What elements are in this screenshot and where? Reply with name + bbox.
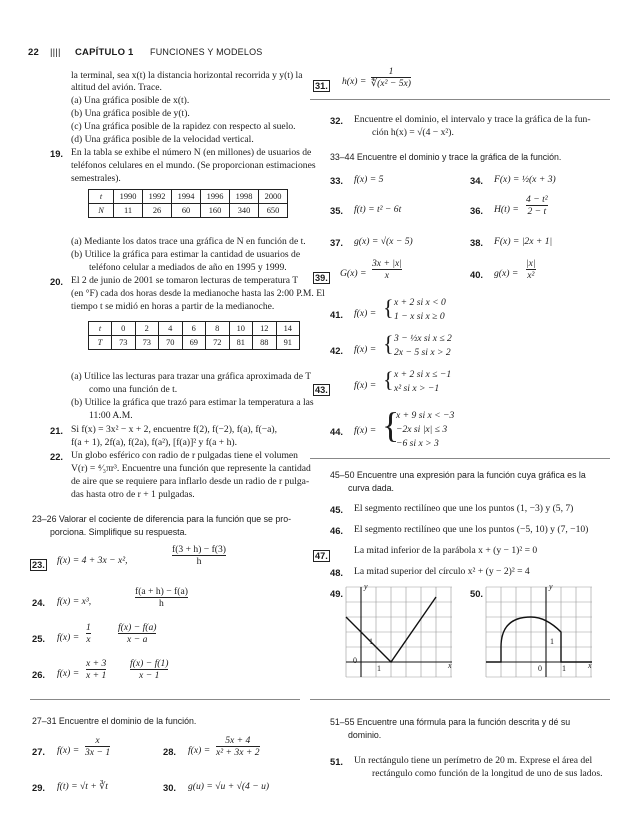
section-23-26-line-1: 23–26 Valorar el cociente de diferencia para la función que se pro-	[32, 514, 292, 524]
problem-22-text-2: V(r) = ⁴⁄₃πr³. Encuentre una función que represente la cantidad	[71, 463, 311, 474]
section-45-50-line-1: 45–50 Encuentre una expresión para la función cuya gráfica es la	[330, 470, 586, 480]
problem-46-text: El segmento rectilíneo que une los puntos (−5, 10) y (7, −10)	[354, 524, 589, 535]
problem-27-fraction	[85, 735, 110, 758]
problem-46-number: 46.	[330, 525, 344, 536]
problem-20-b-1: (b) Utilice la gráfica que trazó para estimar la temperatura a las	[71, 397, 314, 408]
table-cell: 11	[114, 204, 143, 218]
table-cell: 60	[172, 204, 201, 218]
problem-26-function: f(x) =	[57, 668, 80, 679]
problem-22-number: 22.	[50, 451, 64, 462]
table-cell: 0	[112, 322, 136, 336]
problem-30-number: 30.	[163, 782, 177, 793]
table-cell: 69	[182, 336, 206, 350]
table-row	[89, 336, 300, 350]
numerator: 5x + 4	[225, 735, 251, 746]
table-cell: 73	[135, 336, 159, 350]
table-cell: 1996	[201, 190, 230, 204]
problem-35-function: f(t) = t² − 6t	[354, 204, 402, 215]
intro-line-2: altitud del avión. Trace.	[71, 82, 162, 93]
problem-35-number: 35.	[330, 205, 344, 216]
chapter-label: CAPÍTULO 1	[75, 47, 134, 58]
problem-28-function: f(x) =	[188, 745, 211, 756]
problem-20-a-1: (a) Utilice las lecturas para trazar una gráfica aproximada de T	[71, 371, 312, 382]
problem-28-number: 28.	[163, 746, 177, 757]
problem-39-number: 39.	[315, 273, 328, 283]
denominator: h	[172, 555, 226, 567]
problem-38-function: F(x) = |2x + 1|	[494, 236, 553, 247]
numerator: 3x + |x|	[372, 258, 402, 269]
denominator: x² + 3x + 2	[216, 747, 260, 758]
problem-45-text: El segmento rectilíneo que une los puntos (1, −3) y (5, 7)	[354, 503, 574, 514]
numerator: 1	[388, 66, 394, 77]
problem-44-function: f(x) =	[354, 425, 377, 436]
section-27-31: 27–31 Encuentre el dominio de la función.	[32, 716, 197, 726]
table-row	[89, 204, 288, 218]
divider	[310, 458, 610, 459]
problem-33-function: f(x) = 5	[354, 174, 384, 185]
problem-25-function: f(x) =	[57, 632, 80, 643]
section-45-50-line-2: curva dada.	[348, 483, 394, 493]
problem-48-text: La mitad superior del círculo x² + (y − 2)² = 4	[354, 566, 530, 577]
section-51-55-line-1: 51–55 Encuentre una fórmula para la función descrita y dé su	[330, 717, 571, 727]
numerator: 1	[86, 622, 91, 633]
brace: {	[383, 331, 394, 356]
table-cell: 91	[276, 336, 300, 350]
table-cell: 10	[229, 322, 253, 336]
problem-25-quotient	[118, 622, 156, 645]
problem-20-a-2: como una función de t.	[89, 384, 178, 395]
graph-50-origin-label: 0	[538, 664, 542, 673]
problem-20-text-2: (en °F) cada dos horas desde la medianoche hasta las 2:00 P.M. El	[71, 288, 325, 299]
problem-44-case-1: x + 9 si x < −3	[396, 410, 455, 421]
table-cell: 2	[135, 322, 159, 336]
table-cell: 4	[159, 322, 183, 336]
numerator: f(x) − f(a)	[118, 622, 157, 633]
problem-43-function: f(x) =	[354, 380, 377, 391]
problem-49-number: 49.	[330, 588, 344, 599]
table-cell: N	[89, 204, 114, 218]
problem-41-case-2: 1 − x si x ≥ 0	[394, 311, 445, 322]
problem-40-number: 40.	[470, 269, 484, 280]
graph-49-origin-label: 0	[353, 656, 357, 665]
divider	[310, 699, 610, 700]
table-cell: 1994	[172, 190, 201, 204]
problem-24-function: f(x) = x³,	[57, 596, 92, 607]
graph-50-tick-y-1: 1	[550, 637, 554, 646]
problem-23-quotient	[172, 544, 226, 567]
problem-32-text-2: ción h(x) = √(4 − x²).	[372, 127, 454, 138]
intro-d: (d) Una gráfica posible de la velocidad vertical.	[71, 134, 254, 145]
chapter-title: FUNCIONES Y MODELOS	[150, 47, 263, 57]
intro-line-1: la terminal, sea x(t) la distancia horizontal recorrida y y(t) la	[71, 70, 303, 81]
problem-44-case-3: −6 si x > 3	[396, 438, 439, 449]
brace: {	[382, 405, 400, 445]
table-cell: t	[89, 322, 112, 336]
table-cell: 70	[159, 336, 183, 350]
table-cell: 1998	[230, 190, 259, 204]
table-cell: 650	[259, 204, 288, 218]
problem-42-number: 42.	[330, 345, 344, 356]
table-20	[88, 321, 300, 350]
brace: {	[383, 367, 394, 392]
table-row	[89, 322, 300, 336]
problem-19-b-1: (b) Utilice la gráfica para estimar la cantidad de usuarios de	[71, 249, 301, 260]
table-cell: 8	[206, 322, 230, 336]
table-cell: T	[89, 336, 112, 350]
problem-22-text-4: das hasta otro de r + 1 pulgadas.	[71, 489, 195, 500]
problem-30-function: g(u) = √u + √(4 − u)	[188, 781, 270, 792]
divider	[30, 699, 300, 700]
problem-19-b-2: teléfono celular a mediados de año en 1995 y 1999.	[89, 262, 287, 273]
problem-44-case-2: −2x si |x| ≤ 3	[396, 424, 448, 435]
problem-39-fraction	[372, 258, 402, 281]
problem-43-number: 43.	[315, 385, 328, 395]
problem-42-case-2: 2x − 5 si x > 2	[394, 347, 451, 358]
problem-36-fraction	[526, 194, 548, 217]
problem-51-text-2: rectángulo como función de la longitud de uno de sus lados.	[372, 768, 603, 779]
denominator: h	[135, 597, 188, 609]
problem-38-number: 38.	[470, 237, 484, 248]
section-23-26-line-2: porciona. Simplifique su respuesta.	[50, 527, 187, 537]
problem-23-function: f(x) = 4 + 3x − x²,	[57, 555, 128, 566]
denominator: x − 1	[130, 669, 168, 681]
denominator: 3x − 1	[85, 747, 111, 758]
problem-42-case-1: 3 − ½x si x ≤ 2	[394, 333, 452, 344]
numerator: x + 3	[86, 658, 107, 669]
problem-19-text-3: semestrales).	[71, 173, 121, 184]
problem-19-a: (a) Mediante los datos trace una gráfica de N en función de t.	[71, 236, 306, 247]
graph-50-x-label: x	[588, 661, 592, 670]
problem-36-function: H(t) =	[494, 204, 519, 215]
problem-25-number: 25.	[32, 633, 46, 644]
problem-40-fraction	[526, 258, 536, 281]
problem-34-function: F(x) = ½(x + 3)	[494, 174, 556, 185]
problem-20-text-1: El 2 de junio de 2001 se tomaron lecturas de temperatura T	[71, 275, 299, 286]
problem-24-quotient	[135, 586, 188, 609]
table-cell: 2000	[259, 190, 288, 204]
table-cell: 340	[230, 204, 259, 218]
graph-49-x-label: x	[448, 661, 452, 670]
graph-49-tick-y-1: 1	[369, 637, 373, 646]
problem-40-function: g(x) =	[494, 268, 519, 279]
problem-26-fraction	[86, 658, 106, 681]
table-cell: t	[89, 190, 114, 204]
problem-29-function: f(t) = √t + ∛t	[57, 781, 108, 792]
problem-41-case-1: x + 2 si x < 0	[394, 297, 446, 308]
problem-20-text-3: tiempo t se midió en horas a partir de la medianoche.	[71, 301, 275, 312]
problem-37-number: 37.	[330, 237, 344, 248]
intro-a: (a) Una gráfica posible de x(t).	[71, 95, 190, 106]
table-cell: 88	[253, 336, 277, 350]
problem-43-case-2: x² si x > −1	[394, 383, 440, 394]
graph-49-tick-x-1: 1	[377, 664, 381, 673]
problem-19-number: 19.	[50, 148, 64, 159]
problem-36-number: 36.	[470, 205, 484, 216]
problem-27-function: f(x) =	[57, 745, 80, 756]
problem-27-number: 27.	[32, 746, 46, 757]
problem-51-number: 51.	[330, 756, 344, 767]
problem-51-text-1: Un rectángulo tiene un perímetro de 20 m. Exprese el área del	[354, 755, 593, 766]
page-number: 22	[28, 47, 39, 58]
problem-41-number: 41.	[330, 309, 344, 320]
table-cell: 72	[206, 336, 230, 350]
problem-29-number: 29.	[32, 782, 46, 793]
problem-39-function: G(x) =	[340, 268, 367, 279]
problem-37-function: g(x) = √(x − 5)	[354, 236, 413, 247]
problem-21-number: 21.	[50, 425, 64, 436]
problem-31-number: 31.	[315, 81, 328, 91]
problem-26-quotient	[130, 658, 168, 681]
table-row	[89, 190, 288, 204]
problem-20-b-2: 11:00 A.M.	[89, 410, 133, 421]
problem-34-number: 34.	[470, 175, 484, 186]
numerator: 4 − t²	[526, 194, 548, 205]
denominator: ∜(x² − 5x)	[371, 78, 411, 89]
problem-31-function: h(x) =	[342, 76, 367, 87]
graph-49	[344, 585, 454, 681]
problem-47-number: 47.	[315, 551, 328, 561]
problem-41-function: f(x) =	[354, 308, 377, 319]
header-marks: ||||	[50, 47, 61, 58]
numerator: x	[95, 735, 100, 746]
denominator: x	[86, 634, 91, 645]
problem-32-text-1: Encuentre el dominio, el intervalo y trace la gráfica de la fun-	[354, 114, 591, 125]
table-cell: 1992	[143, 190, 172, 204]
numerator: f(x) − f(1)	[130, 658, 169, 669]
problem-44-number: 44.	[330, 426, 344, 437]
table-cell: 81	[229, 336, 253, 350]
problem-19-text-1: En la tabla se exhibe el número N (en millones) de usuarios de	[71, 147, 312, 158]
denominator: x − a	[118, 633, 156, 645]
denominator: 2 − t	[527, 206, 547, 217]
problem-43-case-1: x + 2 si x ≤ −1	[394, 369, 452, 380]
table-cell: 12	[253, 322, 277, 336]
table-cell: 1990	[114, 190, 143, 204]
table-cell: 26	[143, 204, 172, 218]
problem-33-number: 33.	[330, 175, 344, 186]
intro-b: (b) Una gráfica posible de y(t).	[71, 108, 190, 119]
divider	[310, 99, 610, 100]
table-cell: 73	[112, 336, 136, 350]
problem-50-number: 50.	[470, 588, 484, 599]
denominator: x²	[527, 270, 535, 281]
graph-50-tick-x-1: 1	[562, 664, 566, 673]
numerator: |x|	[526, 258, 536, 269]
problem-22-text-3: de aire que se requiere para inflarlo desde un radio de r pulga-	[71, 476, 310, 487]
problem-31-fraction	[371, 66, 411, 89]
denominator: x + 1	[86, 670, 107, 681]
intro-c: (c) Una gráfica posible de la rapidez con respecto al suelo.	[71, 121, 296, 132]
problem-21-text-1: Si f(x) = 3x² − x + 2, encuentre f(2), f(−2), f(a), f(−a),	[71, 424, 278, 435]
numerator: f(3 + h) − f(3)	[172, 544, 226, 555]
problem-42-function: f(x) =	[354, 344, 377, 355]
problem-47-text: La mitad inferior de la parábola x + (y − 1)² = 0	[354, 545, 538, 556]
table-cell: 6	[182, 322, 206, 336]
section-33-44: 33–44 Encuentre el dominio y trace la gráfica de la función.	[330, 152, 562, 162]
table-cell: 160	[201, 204, 230, 218]
problem-23-number: 23.	[32, 560, 45, 570]
problem-21-text-2: f(a + 1), 2f(a), f(2a), f(a²), [f(a)]² y f(a + h).	[71, 437, 237, 448]
problem-22-text-1: Un globo esférico con radio de r pulgadas tiene el volumen	[71, 450, 298, 461]
problem-20-number: 20.	[50, 276, 64, 287]
numerator: f(a + h) − f(a)	[135, 586, 188, 597]
graph-49-y-label: y	[364, 582, 368, 591]
graph-50-y-label: y	[549, 582, 553, 591]
problem-24-number: 24.	[32, 597, 46, 608]
brace: {	[383, 295, 394, 320]
problem-28-fraction	[216, 735, 260, 758]
table-19	[88, 189, 288, 218]
denominator: x	[372, 269, 402, 281]
problem-25-fraction	[86, 622, 91, 645]
problem-45-number: 45.	[330, 504, 344, 515]
problem-48-number: 48.	[330, 567, 344, 578]
section-51-55-line-2: dominio.	[348, 730, 382, 740]
problem-32-number: 32.	[330, 115, 344, 126]
problem-19-text-2: teléfonos celulares en el mundo. (Se proporcionan estimaciones	[71, 160, 316, 171]
table-cell: 14	[276, 322, 300, 336]
problem-26-number: 26.	[32, 669, 46, 680]
